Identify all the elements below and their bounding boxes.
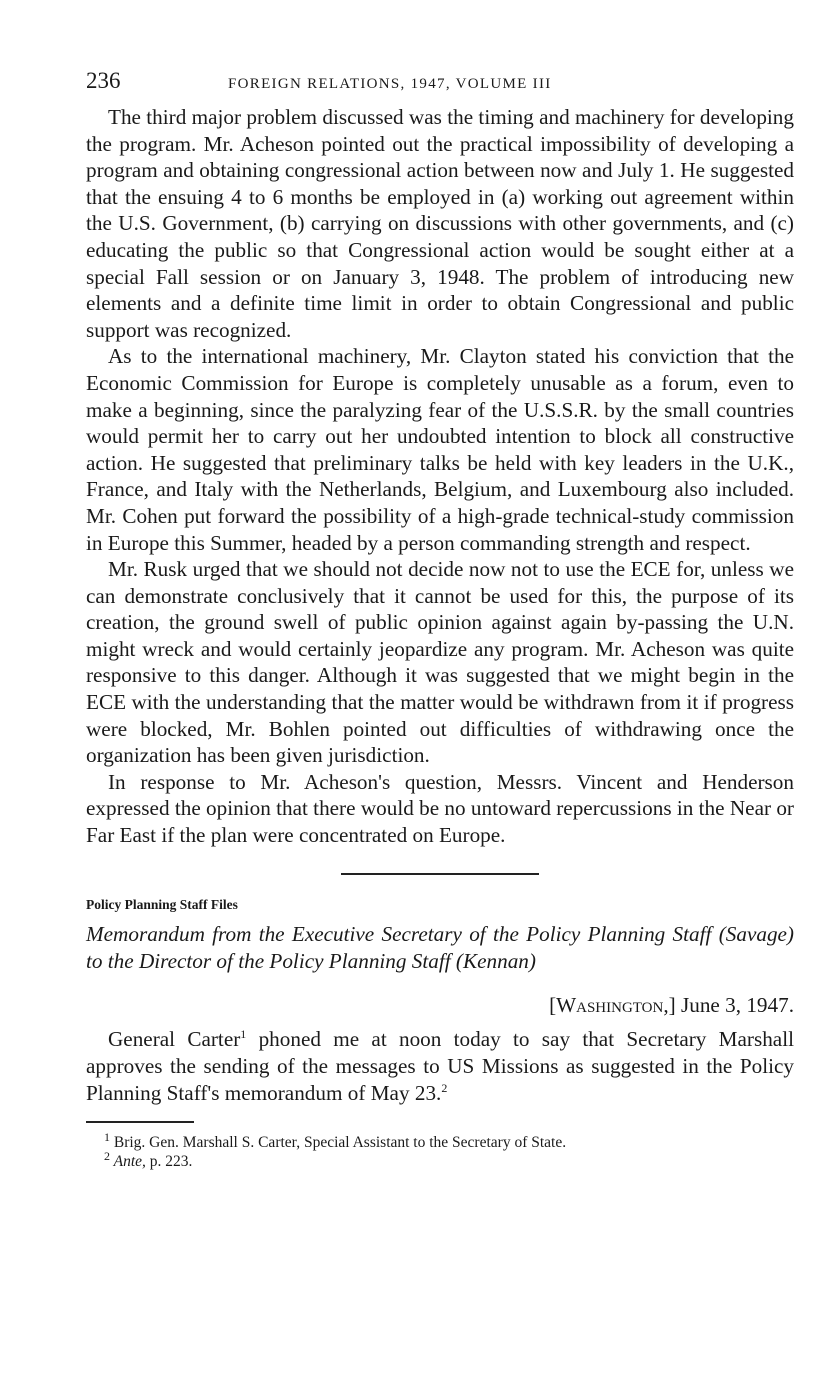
body-text xyxy=(86,104,794,849)
section-divider xyxy=(341,873,539,875)
footnote-ante: Ante, xyxy=(110,1152,146,1170)
paragraph-timing: The third major problem discussed was the timing and machinery for developing the program. Mr. Acheson pointed out the practical impossibility of developing a program and obtaining congressional action between now and July 1. He suggested that the ensuing 4 to 6 months be employed in (a) working out agreement within the U.S. Government, (b) carrying on discussions with other governments, and (c) educating the public so that Congressional action would be sought either at a special Fall session or on January 3, 1948. The problem of introducing new elements and a definite time limit in order to obtain Congressional and public support was recognized. xyxy=(86,105,794,342)
dateline-place: [Washington,] xyxy=(549,992,676,1017)
document-page xyxy=(86,68,794,1171)
footnote-2 xyxy=(86,1148,794,1171)
running-head-title: FOREIGN RELATIONS, 1947, VOLUME III xyxy=(228,76,552,92)
footnote-divider xyxy=(86,1121,194,1123)
footnote-text-1: Brig. Gen. Marshall S. Carter, Special Assistant to the Secretary of State. xyxy=(110,1133,567,1151)
memo-text-1: General Carter xyxy=(108,1026,241,1051)
footnote-1 xyxy=(86,1129,794,1152)
footnote-ref-2[interactable]: 2 xyxy=(441,1080,448,1095)
footnotes xyxy=(86,1129,794,1171)
document-title: Memorandum from the Executive Secretary of the Policy Planning Staff (Savage) to the Director of the Policy Planning Staff (Kennan) xyxy=(86,921,794,973)
footnote-mark-2: 2 xyxy=(104,1148,110,1163)
page-number: 236 xyxy=(86,68,121,93)
source-label: Policy Planning Staff Files xyxy=(86,896,238,912)
memo-text-2: phoned me at noon today to say that Secretary Marshall approves the sending of the messages to US Missions as suggested in the Policy Planning Staff's memorandum of May 23. xyxy=(86,1026,794,1105)
paragraph-near-far-east: In response to Mr. Acheson's question, Messrs. Vincent and Henderson expressed the opinion that there would be no untoward repercussions in the Near or Far East if the plan were concentrated on Europe. xyxy=(86,769,794,848)
paragraph-international-machinery: As to the international machinery, Mr. Clayton stated his conviction that the Economic Commission for Europe is completely unusable as a forum, even to make a beginning, since the paralyzing fear of the U.S.S.R. by the small countries would permit her to carry out her undoubted intention to block all constructive action. He suggested that preliminary talks be held with key leaders in the U.K., France, and Italy with the Netherlands, Belgium, and Luxembourg also included. Mr. Cohen put forward the possibility of a high-grade technical-study commission in Europe this Summer, headed by a person commanding strength and respect. xyxy=(86,344,794,555)
dateline xyxy=(86,993,794,1018)
footnote-text-2: p. 223. xyxy=(145,1152,193,1170)
footnote-mark-1: 1 xyxy=(104,1129,110,1144)
paragraph-ece: Mr. Rusk urged that we should not decide now not to use the ECE for, unless we can demonstrate conclusively that it cannot be used for this, the purpose of its creation, the ground swell of public opinion against again by-passing the U.N. might wreck and would certainly jeopardize any program. Mr. Acheson was quite responsive to this danger. Although it was suggested that we might begin in the ECE with the understanding that the matter would be withdrawn from it if progress were blocked, Mr. Bohlen pointed out difficulties of withdrawing once the organization has been given jurisdiction. xyxy=(86,557,794,768)
footnote-ref-1[interactable]: 1 xyxy=(240,1026,247,1041)
running-head xyxy=(86,68,794,104)
memo-paragraph xyxy=(86,1026,794,1107)
memo-body xyxy=(86,1026,794,1107)
dateline-date: June 3, 1947. xyxy=(681,992,794,1017)
